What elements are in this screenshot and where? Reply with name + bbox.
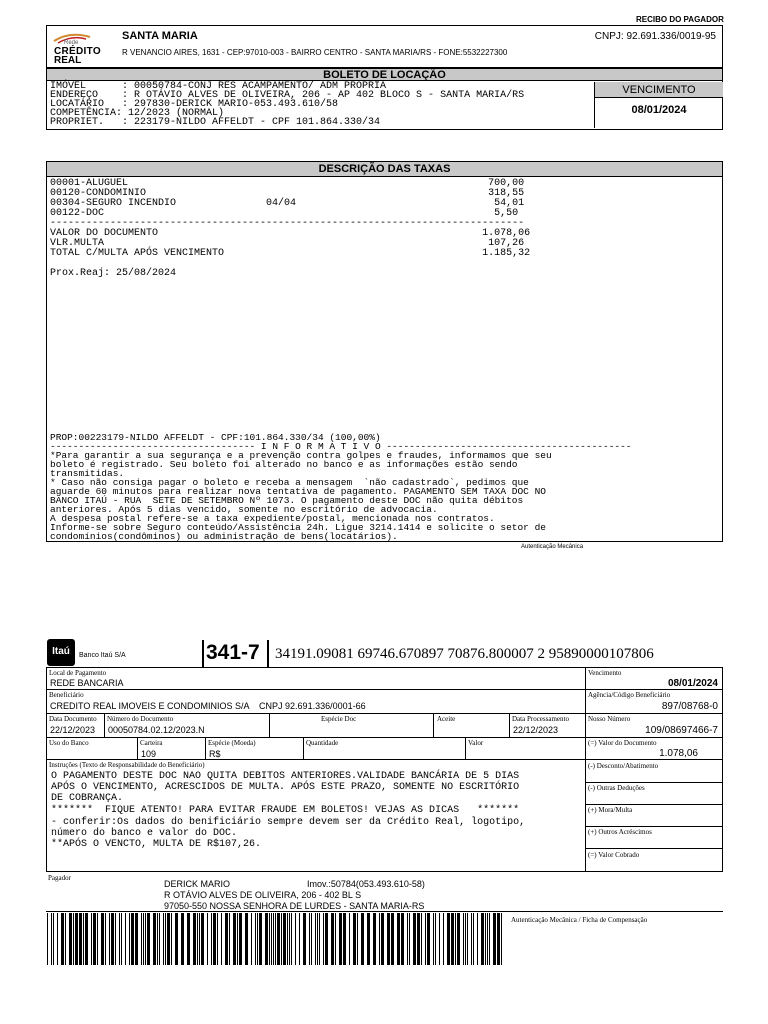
agencia-value: 897/08768-0 bbox=[661, 701, 718, 712]
benef-label: Beneficiário bbox=[49, 691, 84, 699]
instr-label: Instruções (Texto de Responsabilidade do Beneficiário) bbox=[49, 761, 205, 769]
barcode-bar bbox=[165, 913, 166, 965]
barcode-bar bbox=[51, 913, 52, 965]
barcode-bar bbox=[111, 913, 114, 965]
barcode-bar bbox=[225, 913, 228, 965]
barcode-bar bbox=[451, 913, 454, 965]
barcode-bar bbox=[105, 913, 106, 965]
barcode-bar bbox=[465, 913, 466, 965]
outras-ded-label: (-) Outras Deduções bbox=[588, 784, 645, 792]
receipt-label: RECIBO DO PAGADOR bbox=[636, 15, 724, 24]
barcode-bar bbox=[69, 913, 72, 965]
instructions bbox=[51, 771, 525, 850]
barcode-bar bbox=[315, 913, 316, 965]
lease-line: IMÓVEL : 00050784-CONJ RES ACAMPAMENTO/ ADM PROPRIA bbox=[50, 81, 387, 92]
barcode-bar bbox=[229, 913, 230, 965]
local-value: REDE BANCARIA bbox=[50, 678, 124, 688]
barcode-bar bbox=[269, 913, 270, 965]
barcode-bar bbox=[257, 913, 258, 965]
barcode-bar bbox=[93, 913, 96, 965]
fees-title: DESCRIÇÃO DAS TAXAS bbox=[47, 162, 722, 177]
barcode-bar bbox=[175, 913, 178, 965]
barcode-bar bbox=[289, 913, 290, 965]
lease-line: ENDEREÇO : R OTÁVIO ALVES DE OLIVEIRA, 206 - AP 402 BLOCO S - SANTA MARIA/RS bbox=[50, 90, 525, 101]
barcode-bar bbox=[323, 913, 324, 965]
valor-doc-label: (=) Valor do Documento bbox=[588, 739, 657, 747]
fee-line: Prox.Reaj: 25/08/2024 bbox=[50, 268, 177, 279]
barcode-bar bbox=[273, 913, 274, 965]
barcode-bar bbox=[311, 913, 312, 965]
barcode-bar bbox=[309, 913, 310, 965]
nosso-value: 109/08697466-7 bbox=[645, 725, 718, 736]
barcode bbox=[47, 913, 506, 965]
barcode-bar bbox=[303, 913, 306, 965]
barcode-bar bbox=[147, 913, 150, 965]
barcode-bar bbox=[75, 913, 78, 965]
barcode-bar bbox=[455, 913, 456, 965]
barcode-bar bbox=[79, 913, 82, 965]
nosso-label: Nosso Número bbox=[588, 715, 631, 723]
barcode-bar bbox=[181, 913, 184, 965]
barcode-bar bbox=[193, 913, 196, 965]
data-proc-label: Data Processamento bbox=[512, 715, 569, 723]
barcode-bar bbox=[361, 913, 364, 965]
barcode-bar bbox=[83, 913, 84, 965]
barcode-bar bbox=[91, 913, 92, 965]
barcode-bar bbox=[343, 913, 346, 965]
carteira-label: Carteira bbox=[140, 739, 163, 747]
barcode-bar bbox=[199, 913, 200, 965]
fees-box bbox=[46, 161, 723, 542]
barcode-bar bbox=[171, 913, 172, 965]
barcode-bar bbox=[381, 913, 384, 965]
agencia-label: Agência/Código Beneficiário bbox=[588, 691, 671, 699]
instr-line: **APÓS O VENCTO, MULTA DE R$107,26. bbox=[51, 839, 262, 850]
valor-doc-value: 1.078,06 bbox=[659, 748, 698, 759]
fees-list bbox=[50, 179, 530, 279]
lease-title: BOLETO DE LOCAÇÃO bbox=[47, 69, 722, 81]
barcode-bar bbox=[493, 913, 496, 965]
due-date: 08/01/2024 bbox=[631, 104, 687, 116]
barcode-bar bbox=[65, 913, 66, 965]
fee-line: TOTAL C/MULTA APÓS VENCIMENTO 1.185,32 bbox=[50, 248, 531, 259]
city-name: SANTA MARIA bbox=[122, 30, 198, 42]
barcode-bar bbox=[57, 913, 58, 965]
barcode-bar bbox=[275, 913, 276, 965]
desconto-label: (-) Desconto/Abatimento bbox=[588, 762, 659, 770]
barcode-bar bbox=[473, 913, 474, 965]
venc-label: Vencimento bbox=[588, 669, 622, 677]
info-line: Informe-se sobre Seguro conteúdo/Assistência 24h. Ligue 3214.1414 e solicite o setor de bbox=[50, 522, 546, 533]
fee-line: 00120-CONDOMINIO 318,55 bbox=[50, 188, 525, 199]
barcode-bar bbox=[357, 913, 358, 965]
payment-slip bbox=[46, 667, 723, 872]
due-label: VENCIMENTO bbox=[595, 82, 723, 98]
barcode-bar bbox=[213, 913, 216, 965]
especie-label: Espécie (Moeda) bbox=[208, 739, 256, 747]
info-line: aguarde 60 minutos para realizar nova tentativa de pagamento. PAGAMENTO SEM TAXA DOC NO bbox=[50, 486, 546, 497]
pagador-section bbox=[46, 872, 723, 912]
itau-logo-text: Itaú bbox=[52, 646, 70, 657]
credito-real-logo bbox=[50, 29, 112, 66]
fee-line: 00001-ALUGUEL 700,00 bbox=[50, 178, 525, 189]
barcode-bar bbox=[425, 913, 426, 965]
barcode-bar bbox=[339, 913, 342, 965]
barcode-bar bbox=[331, 913, 334, 965]
barcode-bar bbox=[251, 913, 252, 965]
data-doc-value: 22/12/2023 bbox=[50, 725, 96, 735]
lease-line: COMPETÊNCIA: 12/2023 (NORMAL) bbox=[50, 108, 225, 119]
data-proc-value: 22/12/2023 bbox=[513, 725, 559, 735]
valor-label: Valor bbox=[468, 739, 484, 747]
barcode-bar bbox=[421, 913, 422, 965]
lease-line: PROPRIET. : 223179-NILDO AFFELDT - CPF 101.864.330/34 bbox=[50, 117, 381, 128]
barcode-bar bbox=[131, 913, 134, 965]
info-line: ------------------------------------ I N F O R M A T I V O ------------------------------------------- bbox=[50, 441, 632, 452]
barcode-bar bbox=[271, 913, 272, 965]
barcode-bar bbox=[61, 913, 64, 965]
instr-line: - conferir:Os dados do benificiário sempre devem ser da Crédito Real, logotipo, bbox=[51, 817, 526, 828]
info-line: transmitidas. bbox=[50, 468, 125, 479]
info-line: PROP:00223179-NILDO AFFELDT - CPF:101.864.330/34 (100,00%) bbox=[50, 432, 381, 443]
barcode-bar bbox=[335, 913, 336, 965]
barcode-bar bbox=[207, 913, 208, 965]
info-line: condomínios(condôminos) ou administração de bens(locatários). bbox=[50, 531, 398, 542]
barcode-bar bbox=[73, 913, 74, 965]
barcode-bar bbox=[197, 913, 198, 965]
barcode-bar bbox=[167, 913, 170, 965]
num-doc-value: 00050784.02.12/2023.N bbox=[108, 725, 205, 735]
barcode-bar bbox=[443, 913, 444, 965]
info-line: boleto é registrado. Seu boleto foi alterado no banco e as informações estão sendo bbox=[50, 459, 518, 470]
barcode-bar bbox=[47, 913, 48, 965]
barcode-bar bbox=[349, 913, 350, 965]
barcode-bar bbox=[157, 913, 158, 965]
barcode-bar bbox=[143, 913, 144, 965]
lease-box bbox=[46, 68, 723, 130]
barcode-bar bbox=[125, 913, 126, 965]
barcode-bar bbox=[477, 913, 478, 965]
barcode-bar bbox=[295, 913, 296, 965]
itau-logo bbox=[47, 639, 75, 666]
pagador-imov: Imov.:50784(053.493.610-58) bbox=[307, 879, 425, 889]
instr-line: DE COBRANÇA. bbox=[51, 793, 124, 804]
info-block bbox=[50, 433, 632, 541]
barcode-bar bbox=[413, 913, 416, 965]
cobrado-label: (=) Valor Cobrado bbox=[588, 851, 640, 859]
barcode-bar bbox=[409, 913, 410, 965]
bank-code: 341-7 bbox=[206, 641, 260, 664]
venc-value: 08/01/2024 bbox=[667, 678, 718, 689]
company-address: R VENANCIO AIRES, 1631 - CEP:97010-003 - BAIRRO CENTRO - SANTA MARIA/RS - FONE:5532227300 bbox=[122, 48, 508, 57]
barcode-bar bbox=[391, 913, 394, 965]
barcode-bar bbox=[115, 913, 116, 965]
fee-line: VLR.MULTA 107,26 bbox=[50, 238, 525, 249]
barcode-bar bbox=[497, 913, 500, 965]
benef-value: CREDITO REAL IMOVEIS E CONDOMINIOS S/A CNPJ 92.691.336/0001-66 bbox=[50, 701, 366, 711]
uso-label: Uso do Banco bbox=[49, 739, 89, 747]
barcode-bar bbox=[379, 913, 380, 965]
barcode-bar bbox=[325, 913, 328, 965]
barcode-bar bbox=[353, 913, 356, 965]
barcode-bar bbox=[217, 913, 218, 965]
barcode-bar bbox=[457, 913, 460, 965]
barcode-bar bbox=[163, 913, 164, 965]
barcode-bar bbox=[159, 913, 160, 965]
barcode-bar bbox=[367, 913, 370, 965]
data-doc-label: Data Documento bbox=[49, 715, 97, 723]
barcode-bar bbox=[487, 913, 488, 965]
fee-line: ------------------------------------------------------------------------------- bbox=[50, 218, 525, 229]
barcode-bar bbox=[85, 913, 88, 965]
barcode-bar bbox=[471, 913, 472, 965]
local-label: Local de Pagamento bbox=[49, 669, 107, 677]
info-line: anteriores. Após 5 dias vencido, somente no escritório de advocacia. bbox=[50, 504, 438, 515]
barcode-bar bbox=[245, 913, 248, 965]
barcode-bar bbox=[187, 913, 190, 965]
fee-line: VALOR DO DOCUMENTO 1.078,06 bbox=[50, 228, 531, 239]
pagador-name: DERICK MARIO bbox=[164, 879, 231, 889]
mora-label: (+) Mora/Multa bbox=[588, 806, 633, 814]
barcode-bar bbox=[291, 913, 292, 965]
barcode-bar bbox=[397, 913, 400, 965]
barcode-bar bbox=[485, 913, 486, 965]
info-line: *Para garantir a sua segurança e a prevenção contra golpes e fraudes, informamos que seu bbox=[50, 450, 552, 461]
barcode-bar bbox=[281, 913, 282, 965]
info-line: * Caso não consiga pagar o boleto e receba a mensagem `não cadastrado`, pedimos que bbox=[50, 477, 529, 488]
barcode-bar bbox=[447, 913, 450, 965]
slip-auth-label: Autenticação Mecânica / Ficha de Compensação bbox=[511, 916, 648, 924]
barcode-bar bbox=[201, 913, 204, 965]
num-doc-label: Número do Documento bbox=[107, 715, 174, 723]
barcode-bar bbox=[141, 913, 142, 965]
pagador-addr2: 97050-550 NOSSA SENHORA DE LURDES - SANTA MARIA-RS bbox=[164, 901, 425, 911]
fee-line: 00304-SEGURO INCENDIO 04/04 54,01 bbox=[50, 198, 525, 209]
barcode-bar bbox=[145, 913, 146, 965]
lease-line: LOCATÁRIO : 297830-DERICK MARIO-053.493.610/58 bbox=[50, 99, 339, 110]
barcode-bar bbox=[53, 913, 54, 965]
barcode-bar bbox=[427, 913, 430, 965]
barcode-bar bbox=[255, 913, 256, 965]
barcode-bar bbox=[433, 913, 434, 965]
barcode-bar bbox=[319, 913, 320, 965]
logo-line1: Rede bbox=[64, 40, 79, 46]
barcode-bar bbox=[121, 913, 122, 965]
barcode-bar bbox=[481, 913, 484, 965]
qtd-label: Quantidade bbox=[306, 739, 339, 747]
barcode-bar bbox=[153, 913, 156, 965]
pagador-label: Pagador bbox=[48, 874, 71, 882]
barcode-bar bbox=[435, 913, 436, 965]
barcode-bar bbox=[373, 913, 376, 965]
instr-line: número do banco e valor do DOC. bbox=[51, 828, 238, 839]
carteira-value: 109 bbox=[141, 749, 157, 759]
barcode-bar bbox=[489, 913, 490, 965]
instr-line: O PAGAMENTO DESTE DOC NAO QUITA DEBITOS ANTERIORES.VALIDADE BANCÁRIA DE 5 DIAS bbox=[51, 771, 520, 782]
digitable-line[interactable]: 34191.09081 69746.670897 70876.800007 2 95890000107806 bbox=[275, 646, 654, 662]
info-line: BANCO ITAÚ - RUA SETE DE SETEMBRO Nº 1073. O pagamento deste DOC não quita débitos bbox=[50, 495, 524, 506]
barcode-bar bbox=[277, 913, 280, 965]
barcode-bar bbox=[467, 913, 468, 965]
pagador-addr1: R OTÁVIO ALVES DE OLIVEIRA, 206 - 402 BL S bbox=[164, 890, 362, 900]
bank-name: Banco Itaú S/A bbox=[79, 652, 126, 659]
instr-line: APÓS O VENCIMENTO, ACRESCIDOS DE MULTA. APÓS ESTE PRAZO, SOMENTE NO ESCRITÓRIO bbox=[51, 782, 520, 793]
barcode-bar bbox=[237, 913, 238, 965]
receipt-auth-label: Autenticação Mecânica bbox=[521, 544, 584, 550]
barcode-bar bbox=[283, 913, 286, 965]
logo-line2: CRÉDITO bbox=[54, 46, 101, 57]
barcode-bar bbox=[407, 913, 408, 965]
barcode-bar bbox=[101, 913, 104, 965]
especie-value: R$ bbox=[209, 749, 221, 759]
fee-line: 00122-DOC 5,50 bbox=[50, 208, 519, 219]
barcode-bar bbox=[259, 913, 262, 965]
barcode-bar bbox=[129, 913, 130, 965]
barcode-bar bbox=[265, 913, 268, 965]
barcode-bar bbox=[501, 913, 502, 965]
instr-line: ******* FIQUE ATENTO! PARA EVITAR FRAUDE EM BOLETOS! VEJAS AS DICAS ******* bbox=[51, 805, 520, 816]
lease-details bbox=[50, 82, 524, 127]
barcode-bar bbox=[221, 913, 222, 965]
due-box bbox=[594, 82, 723, 128]
barcode-bar bbox=[109, 913, 110, 965]
barcode-bar bbox=[417, 913, 420, 965]
barcode-bar bbox=[97, 913, 98, 965]
barcode-bar bbox=[401, 913, 404, 965]
info-line: A despesa postal refere-se a taxa expediente/postal, mencionada nos contratos. bbox=[50, 513, 495, 524]
barcode-bar bbox=[211, 913, 212, 965]
barcode-bar bbox=[135, 913, 138, 965]
barcode-bar bbox=[239, 913, 242, 965]
barcode-bar bbox=[119, 913, 120, 965]
company-cnpj: CNPJ: 92.691.336/0019-95 bbox=[594, 31, 716, 42]
barcode-bar bbox=[233, 913, 236, 965]
barcode-bar bbox=[387, 913, 390, 965]
barcode-bar bbox=[463, 913, 464, 965]
barcode-bar bbox=[317, 913, 318, 965]
especie-doc-label: Espécie Doc bbox=[321, 715, 357, 723]
barcode-bar bbox=[287, 913, 288, 965]
barcode-bar bbox=[299, 913, 300, 965]
logo-line3: REAL bbox=[54, 55, 82, 66]
barcode-bar bbox=[439, 913, 440, 965]
aceite-label: Aceite bbox=[437, 715, 456, 723]
company-header bbox=[46, 25, 723, 68]
outros-acr-label: (+) Outros Acréscimos bbox=[588, 828, 652, 836]
